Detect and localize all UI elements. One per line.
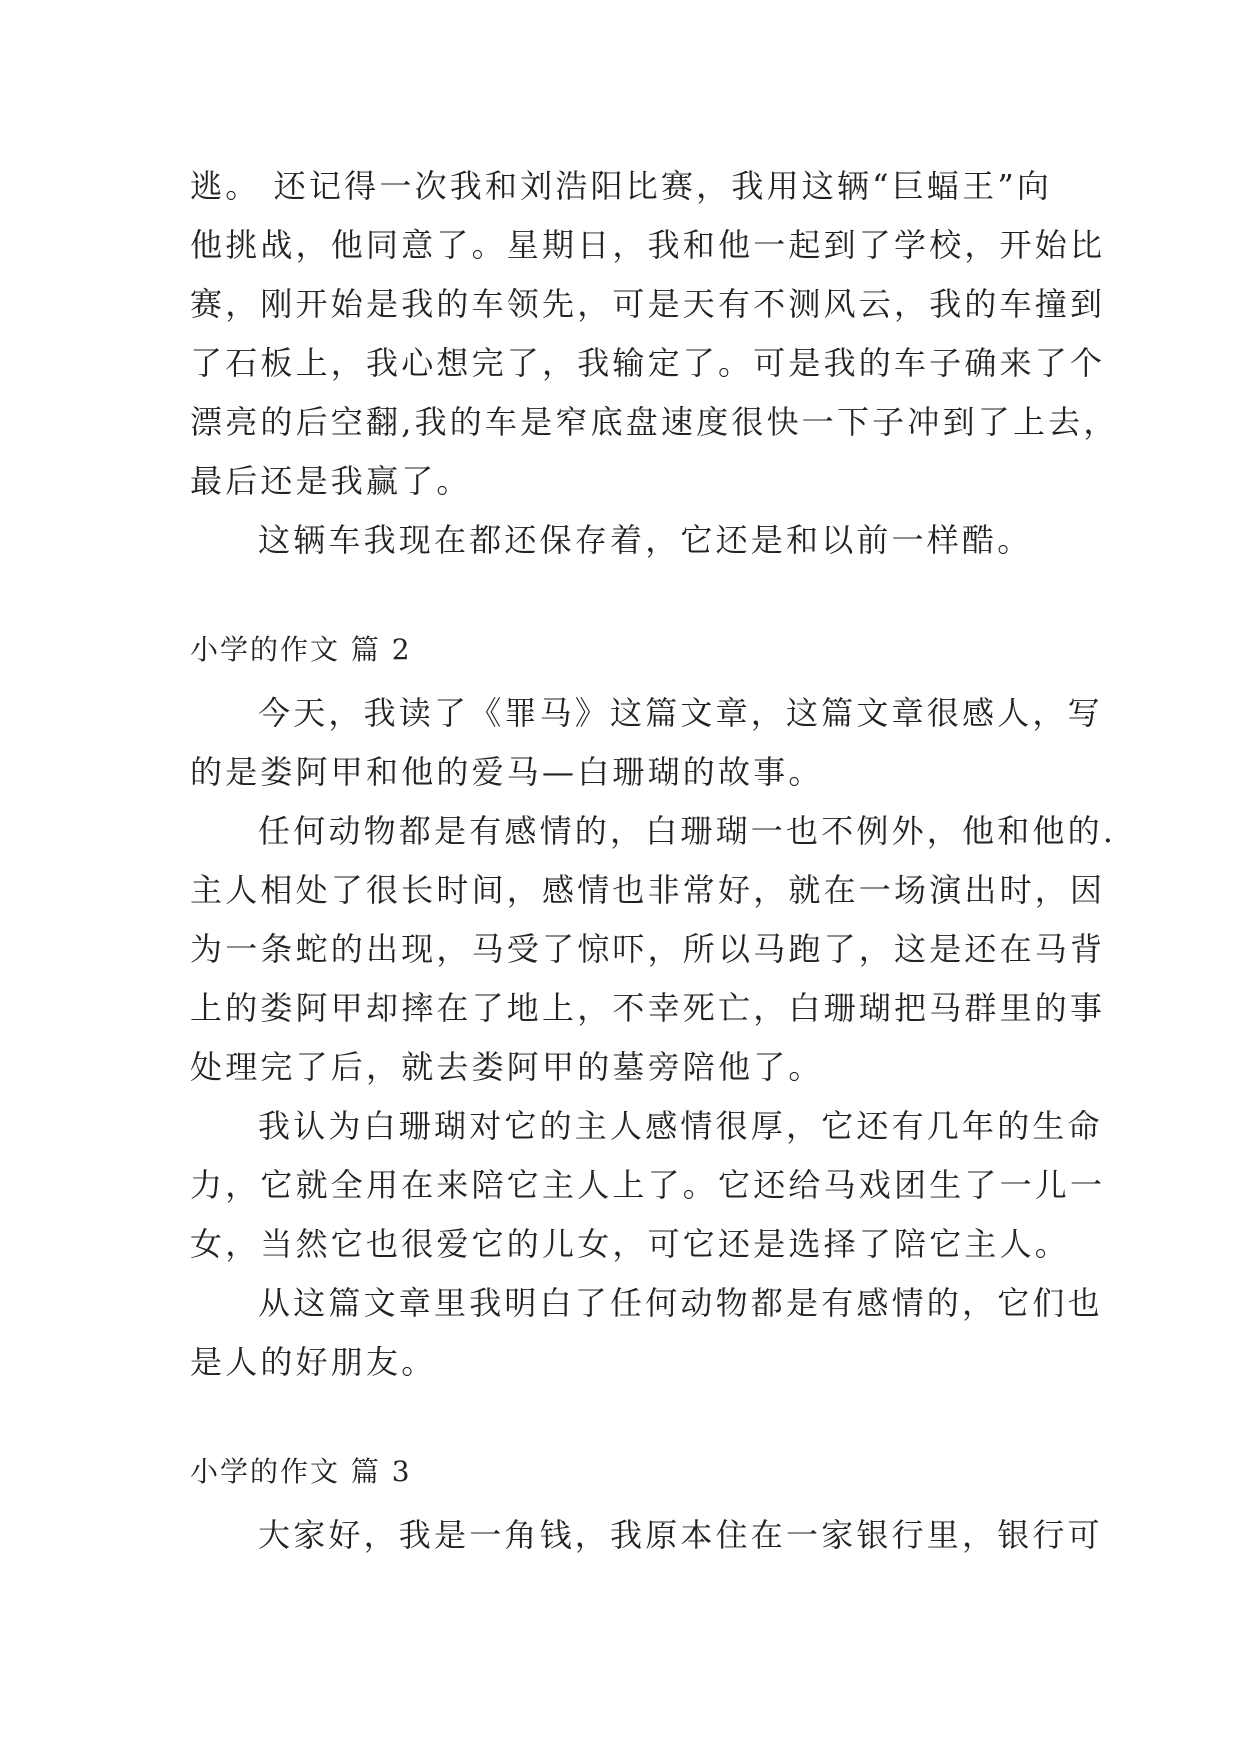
body-line: 上的娄阿甲却摔在了地上，不幸死亡，白珊瑚把马群里的事 (190, 989, 1106, 1027)
body-line: 从这篇文章里我明白了任何动物都是有感情的，它们也 (258, 1284, 1103, 1322)
body-line: 这辆车我现在都还保存着，它还是和以前一样酷。 (258, 521, 1033, 559)
body-line: 最后还是我赢了。 (190, 462, 472, 500)
body-line: 的是娄阿甲和他的爱马—白珊瑚的故事。 (190, 753, 824, 791)
section-heading: 小学的作文 篇 3 (190, 1455, 412, 1488)
body-line: 力，它就全用在来陪它主人上了。它还给马戏团生了一儿一 (190, 1166, 1106, 1204)
body-line: 任何动物都是有感情的，白珊瑚一也不例外，他和他的. (258, 812, 1117, 850)
body-line: 今天，我读了《罪马》这篇文章，这篇文章很感人，写 (258, 694, 1103, 732)
body-line: 处理完了后，就去娄阿甲的墓旁陪他了。 (190, 1048, 824, 1086)
body-line: 他挑战，他同意了。星期日，我和他一起到了学校，开始比 (190, 226, 1106, 264)
body-line: 是人的好朋友。 (190, 1343, 437, 1381)
body-line: 为一条蛇的出现，马受了惊吓，所以马跑了，这是还在马背 (190, 930, 1106, 968)
body-line: 主人相处了很长时间，感情也非常好，就在一场演出时，因 (190, 871, 1106, 909)
body-line: 逃。 还记得一次我和刘浩阳比赛，我用这辆“巨蝠王”向 (190, 167, 1053, 205)
body-line: 大家好，我是一角钱，我原本住在一家银行里，银行可 (258, 1516, 1103, 1554)
body-line: 我认为白珊瑚对它的主人感情很厚，它还有几年的生命 (258, 1107, 1103, 1145)
body-line: 漂亮的后空翻,我的车是窄底盘速度很快一下子冲到了上去， (190, 403, 1119, 441)
section-heading: 小学的作文 篇 2 (190, 633, 412, 666)
body-line: 赛，刚开始是我的车领先，可是天有不测风云，我的车撞到 (190, 285, 1106, 323)
body-line: 了石板上，我心想完了，我输定了。可是我的车子确来了个 (190, 344, 1106, 382)
body-line: 女，当然它也很爱它的儿女，可它还是选择了陪它主人。 (190, 1225, 1071, 1263)
